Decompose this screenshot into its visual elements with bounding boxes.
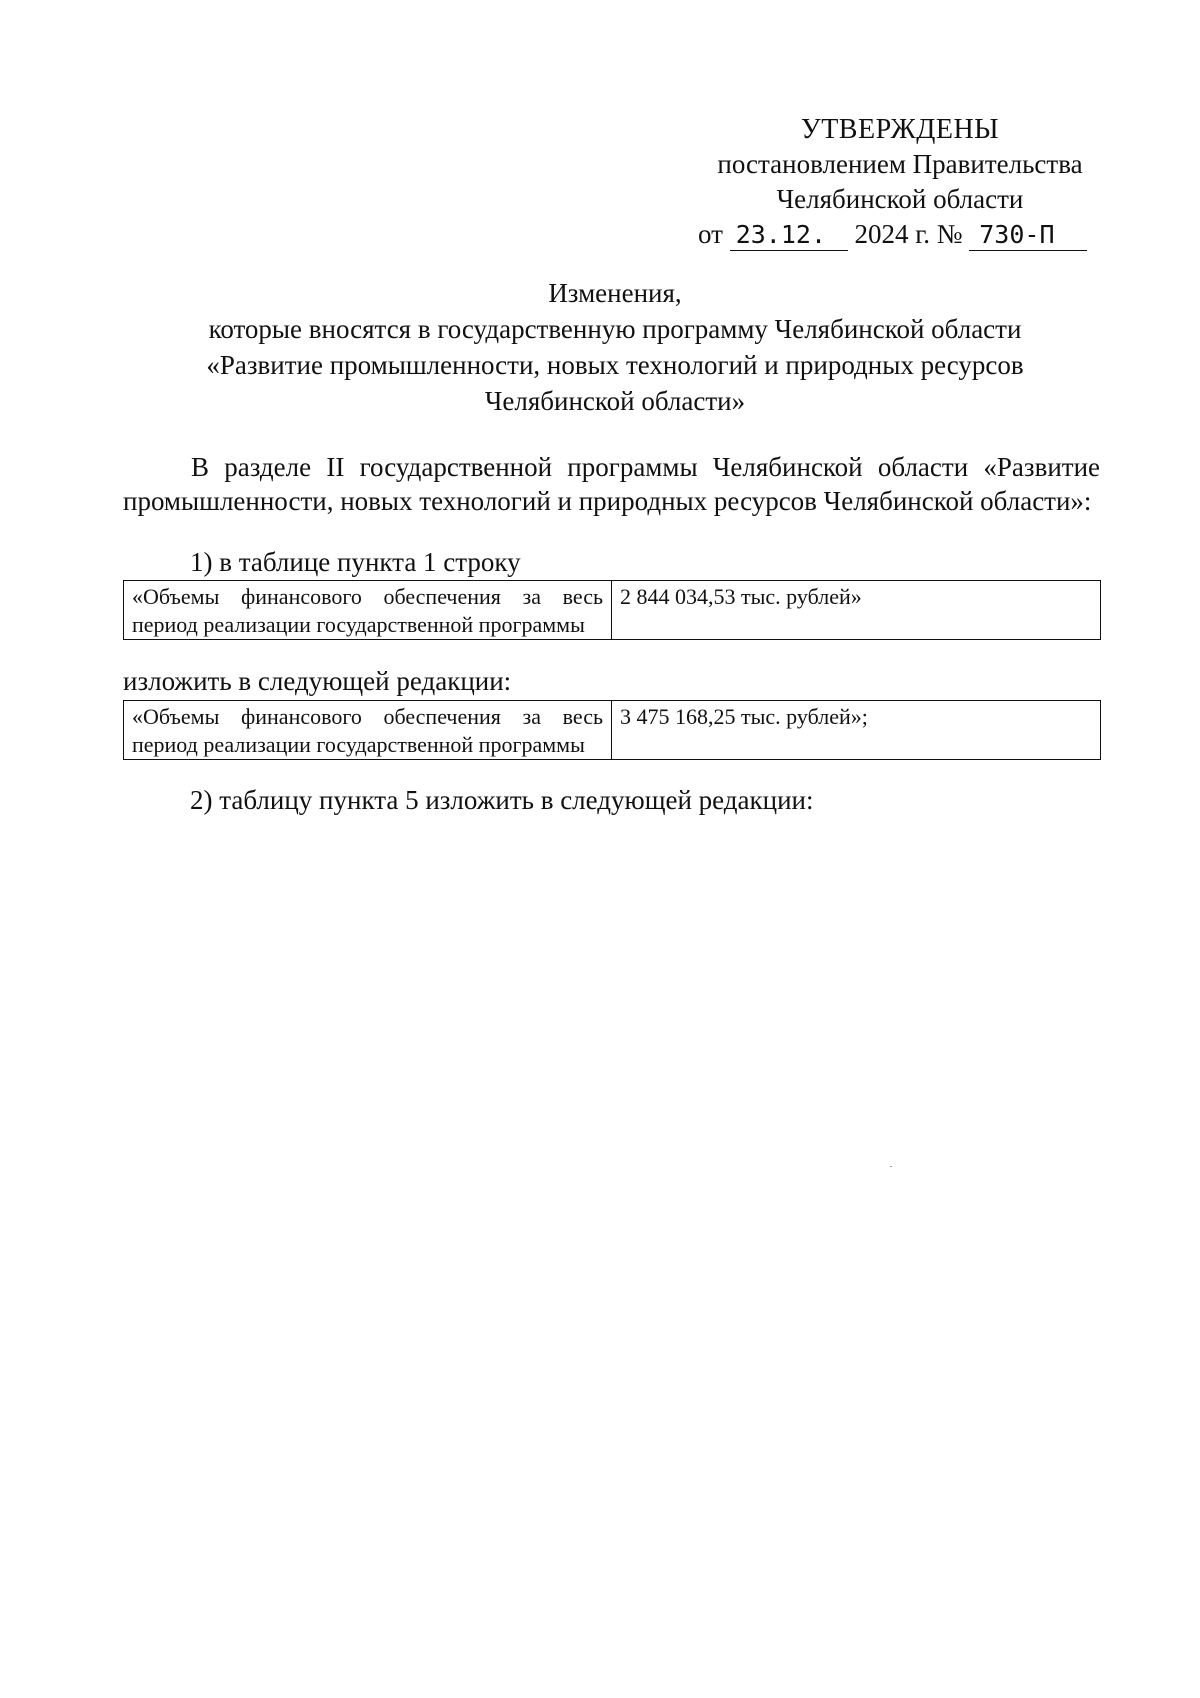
table-row	[124, 701, 1101, 760]
title-line-1: Изменения,	[548, 278, 682, 308]
title-line-3: «Развитие промышленности, новых технологий и природных ресурсов	[206, 350, 1024, 380]
approval-from-label: от	[698, 219, 723, 249]
old-row-value: 2 844 034,53 тыс. рублей»	[612, 581, 1101, 640]
title-line-2: которые вносятся в государственную программу Челябинской области	[208, 314, 1022, 344]
approval-line-1: постановлением Правительства	[717, 149, 1083, 179]
new-row-value: 3 475 168,25 тыс. рублей»;	[612, 701, 1101, 760]
scan-speck	[890, 1166, 892, 1167]
new-row-label: «Объемы финансового обеспечения за весь период реализации государственной программы	[124, 701, 612, 760]
old-row-label: «Объемы финансового обеспечения за весь период реализации государственной программы	[124, 581, 612, 640]
table-row	[124, 581, 1101, 640]
approval-date: 23.12.	[730, 220, 848, 251]
approval-heading: УТВЕРЖДЕНЫ	[800, 114, 1000, 145]
document-title	[120, 275, 1110, 419]
old-row-table	[123, 580, 1101, 640]
approval-number: 730-П	[969, 220, 1087, 251]
approval-line-2: Челябинской области	[776, 184, 1024, 214]
approval-year-label: 2024 г. №	[854, 219, 963, 249]
approval-block	[690, 112, 1110, 252]
item-2-paragraph: 2) таблицу пункта 5 изложить в следующей редакции:	[190, 785, 814, 815]
item-1-paragraph: 1) в таблице пункта 1 строку	[190, 547, 521, 577]
title-line-4: Челябинской области»	[484, 386, 746, 416]
approval-number-line	[690, 217, 1110, 252]
replacement-instruction: изложить в следующей редакции:	[123, 666, 512, 696]
new-row-table	[123, 700, 1101, 760]
intro-paragraph: В разделе II государственной программы Челябинской области «Развитие промышленности, новых технологий и природных ресурсов Челябинской области»:	[123, 452, 1100, 516]
